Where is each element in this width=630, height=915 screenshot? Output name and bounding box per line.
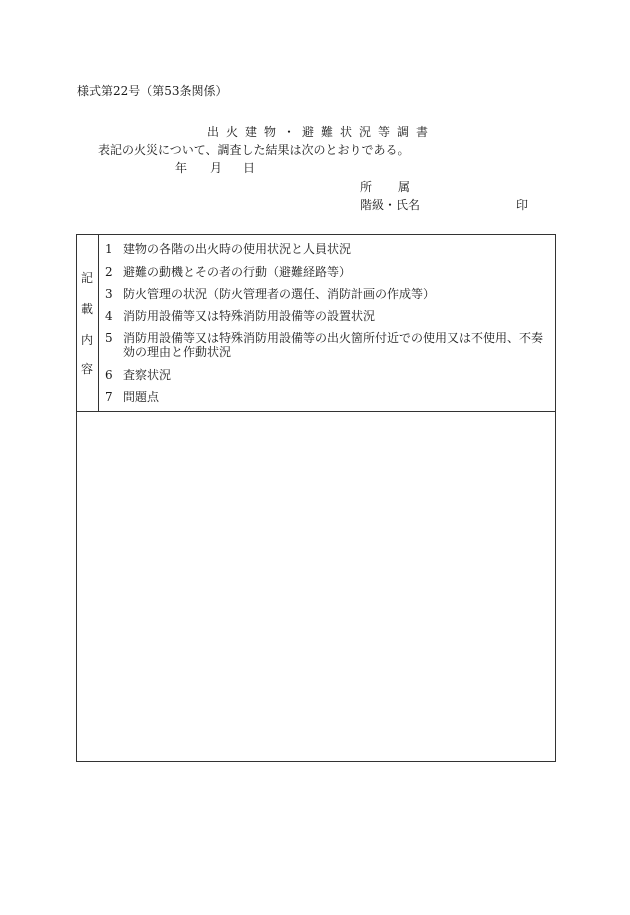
report-form-table (76, 234, 556, 762)
item-text: 問題点 (123, 390, 160, 404)
item-text: 建物の各階の出火時の使用状況と人員状況 (123, 242, 352, 256)
item-number: 2 (105, 265, 113, 279)
list-item (105, 265, 351, 279)
item-text: 防火管理の状況（防火管理者の選任、消防計画の作成等） (123, 287, 436, 301)
section-label-char: 容 (81, 362, 94, 376)
rank-name-label: 階級・氏名 (360, 198, 421, 212)
item-text: 避難の動機とその者の行動（避難経路等） (123, 265, 352, 279)
date-month-label: 月 (210, 161, 223, 175)
section-label-char: 内 (81, 333, 94, 347)
item-number: 3 (105, 287, 113, 301)
item-text-continued: 効の理由と作動状況 (123, 345, 232, 359)
list-item (105, 242, 351, 256)
affiliation-label: 所属 (360, 180, 437, 194)
item-number: 5 (105, 331, 113, 345)
date-day-label: 日 (243, 161, 256, 175)
document-title: 出火建物・避難状況等調書 (207, 125, 436, 139)
report-writing-area[interactable] (77, 412, 555, 761)
section-label-column (77, 235, 99, 411)
list-item (105, 331, 544, 359)
item-text: 消防用設備等又は特殊消防用設備等の設置状況 (123, 309, 376, 323)
item-text: 査察状況 (123, 368, 172, 382)
form-number: 様式第22号（第53条関係） (77, 84, 228, 98)
item-number: 7 (105, 390, 113, 404)
list-item (105, 368, 171, 382)
item-number: 1 (105, 242, 113, 256)
section-label-char: 載 (81, 302, 94, 316)
date-year-label: 年 (175, 161, 188, 175)
intro-text: 表記の火災について、調査した結果は次のとおりである。 (98, 143, 410, 157)
item-number: 4 (105, 309, 113, 323)
section-label-char: 記 (81, 271, 94, 285)
list-item (105, 287, 435, 301)
list-item (105, 309, 375, 323)
item-text: 消防用設備等又は特殊消防用設備等の出火箇所付近での使用又は不使用、不奏 (123, 331, 544, 345)
seal-label: 印 (516, 198, 529, 212)
list-item (105, 390, 159, 404)
item-number: 6 (105, 368, 113, 382)
